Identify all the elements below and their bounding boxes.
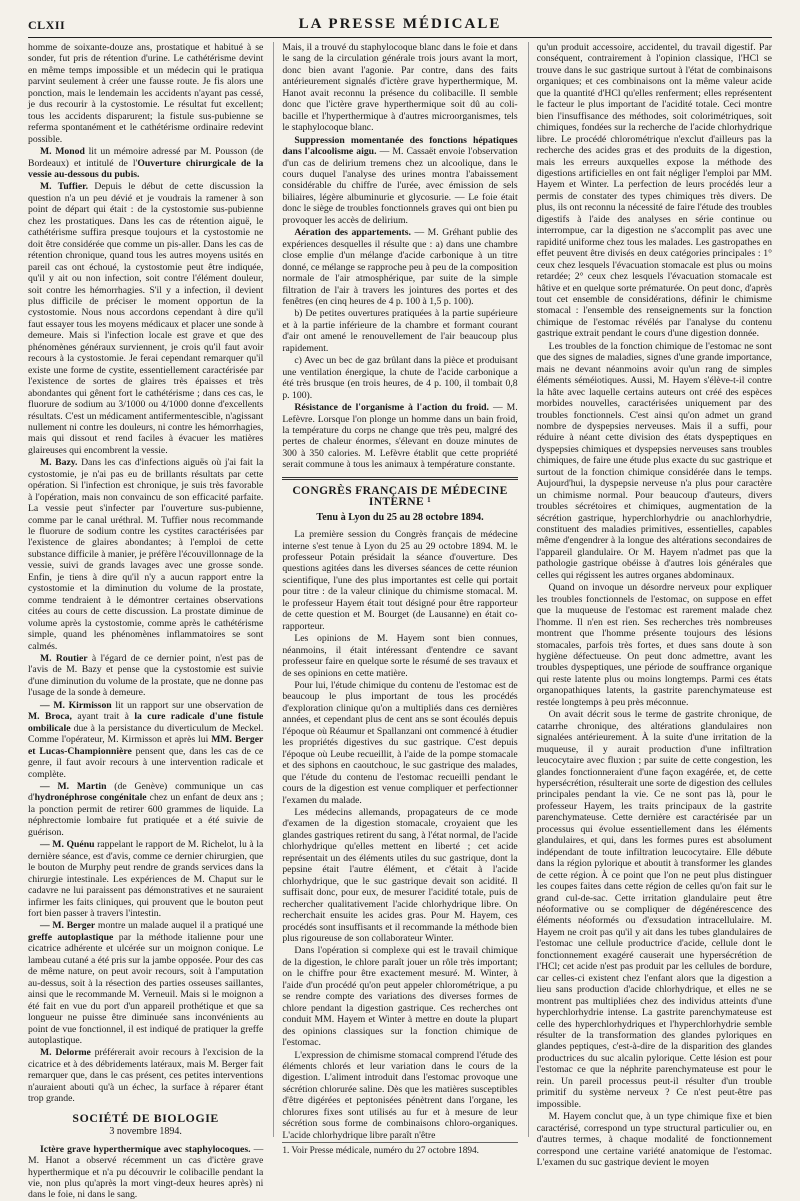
- paragraph: Les troubles de la fonction chimique de l'estomac ne sont que des signes de maladies, signes d'une grande importance, mais ne devant néanmoins avoir qu'un rang de simples éléments séméiotiques. Aussi, M. Hayem s'élève-t-il contre la hâte avec laquelle certains auteurs ont créé des espèces morbides nouvelles, caractérisées uniquement par des troubles fonctionnels. C'est ainsi qu'on admet un grand nombre de dyspepsies nerveuses. Mais il a suffi, pour réduire à néant cette division des états dyspeptiques en dyspepsies chimiques et dyspepsies nerveuses sans troubles chimiques, de faire une étude plus exacte du suc gastrique et surtout de la fonction chimique considérée dans le temps. Aujourd'hui, la dyspepsie nerveuse n'a plus pour caractère un chimisme normal. Pour beaucoup d'auteurs, divers troubles sécrétoires et chimiques, augmentation de la sécrétion gastrique, hyperchlorhydrie ou anachlorhydrie, constituent des maladies primitives, essentielles, capables même d'engendrer à la longue des altérations secondaires de l'appareil glandulaire. Or M. Hayem n'admet pas que la pathologie gastrique obéisse à d'autres lois générales que celles qui régissent les autres organes abdominaux.: [536, 340, 772, 581]
- paragraph: Ictère grave hyperthermique avec staphylocoques. — M. Hanot a observé récemment un cas d'ictère grave hyperthermique et n'a pu découvrir le colibacille pendant la vie, non plus qu'après la mort vingt-deux heures après) ni dans le foie, ni dans le sang.: [28, 1143, 264, 1201]
- congress-title: CONGRÈS FRANÇAIS DE MÉDECINE INTERNE ¹: [292, 484, 508, 509]
- text-columns: [28, 42, 772, 1201]
- paragraph: — M. Berger montre un malade auquel il a pratiqué une greffe autoplastique par la méthode italienne pour une cicatrice adhérente et ulcérée sur un moignon conique. Le lambeau cutané a été pris sur la jambe opposée. Pour des cas de même nature, on peut avoir recours, soit à l'amputation au-dessus, soit à la résection des parties osseuses saillantes, ainsi que le recommande M. Verneuil. Mais si le moignon a été fait en vue du port d'un appareil prothétique et que sa longueur ne puisse être diminuée sans inconvénients au point de vue fonctionnel, il est indiqué de pratiquer la greffe autoplastique.: [28, 920, 264, 1046]
- paragraph: M. Hayem conclut que, à un type chimique fixe et bien caractérisé, correspond un type structural particulier ou, en d'autres termes, à chaque modalité de fonctionnement correspond une certaine variété anatomique de l'estomac. L'examen du suc gastrique devient le moyen: [536, 1111, 772, 1168]
- paragraph: Les médecins allemands, propagateurs de ce mode d'examen de la digestion stomacale, croyaient que les glandes gastriques retirent du sang, à l'état normal, de l'acide chlorhydrique qu'elles mettent en liberté ; cet acide représentait un des éléments utiles du suc gastrique, dont la pepsine était l'autre élément, et c'était à l'acide chlorhydrique, que le suc gastrique devait son acidité. Il suffisait donc, pour eux, de mesurer l'acidité totale, puis de rechercher qualitativement l'acide chlorhydrique libre. On recherchait ensuite les acides gras. Pour M. Hayem, ces procédés sont insuffisants et il recommande la méthode bien plus rigoureuse de son collaborateur Winter.: [282, 807, 518, 944]
- paragraph: homme de soixante-douze ans, prostatique et habitué à se sonder, fut pris de rétention d'urine. Le cathétérisme devint en même temps impossible et un médecin qui le pratiqua parvint seulement à créer une fausse route. Je fis alors une ponction, mais le lendemain les accidents n'ayant pas cessé, je dus recourir à la cystostomie. Le résultat fut excellent; tous les accidents disparurent; la fistule sus-pubienne se referma spontanément et le cathétérisme ordinaire redevint possible.: [28, 42, 264, 145]
- paragraph: Aération des appartements. — M. Gréhant publie des expériences desquelles il résulte que : a) dans une chambre close emplie d'un mélange d'acide carbonique à un titre donné, ce mélange se rapproche peu à peu de la composition normale de l'air atmosphérique, par suite de la simple filtration de l'air à travers les jointures des portes et des fenêtres (en cinq heures de 4 p. 100 à 1,5 p. 100).: [282, 227, 518, 307]
- paragraph: Pour lui, l'étude chimique du contenu de l'estomac est de beaucoup le plus important de tous les procédés d'exploration clinique qu'on a multipliés dans ces dernières années, et cependant plus de cent ans se sont écoulés depuis l'époque où Réaumur et Spallanzani ont commencé à étudier les propriétés digestives du suc gastrique. C'est depuis l'époque où Leube recueillit, à l'aide de la pompe stomacale et des siphons en caoutchouc, le suc gastrique des malades, que l'étude du contenu de l'estomac recueilli pendant le cours de la digestion est venue compliquer et perfectionner l'examen du malade.: [282, 680, 518, 806]
- paragraph: L'expression de chimisme stomacal comprend l'étude des éléments chlorés et leur variation dans le cours de la digestion. L'aliment introduit dans l'estomac provoque une sécrétion chlorurée saline. Dès que les matières susceptibles d'être digérées et peptonisées pénètrent dans l'organe, les chlorures fixes sont utilisés au fur et à mesure de leur sécrétion sous forme de combinaisons chloro-organiques. L'acide chlorhydrique libre paraît n'être: [282, 1049, 518, 1141]
- paragraph: La première session du Congrès français de médecine interne s'est tenue à Lyon du 25 au 29 octobre 1894. M. le professeur Potain présidait la séance d'ouverture. Des questions agitées dans les diverses séances de cette réunion scientifique, l'une des plus importantes est celle qui portait pour titre : de la valeur clinique du chimisme stomacal. M. le professeur Hayem était tout désigné pour être rapporteur de cette question et M. Bourget (de Lausanne) en était co-rapporteur.: [282, 529, 518, 632]
- page-number: CLXII: [28, 18, 66, 32]
- paragraph: M. Bazy. Dans les cas d'infections aiguës où j'ai fait la cystostomie, je n'ai pas eu de brillants résultats par cette opération. Si l'infection est chronique, je suis très favorable à l'opération, mais non convaincu de son efficacité parfaite. La vessie peut s'infecter par l'ouverture sus-pubienne, comme par le canal uréthral. M. Tuffier nous recommande le fluorure de sodium contre les cystites caractérisées par l'existence de glaires abondantes; à l'emploi de cette substance difficile à manier, je préfère l'écouvillonnage de la vessie, suivi de grands lavages avec une grosse sonde. Enfin, je tiens à dire qu'il n'y a aucun rapport entre la cystostomie et la diminution du volume de la prostate, comme tendraient à le démontrer certaines observations citées au cours de cette discussion. La prostate diminue de volume après la cystostomie, comme après le cathétérisme simple, quand les phénomènes inflammatoires se sont calmés.: [28, 457, 264, 652]
- paragraph: c) Avec un bec de gaz brûlant dans la pièce et produisant une ventilation énergique, la chute de l'acide carbonique a été très brusque (en trois heures, de 4 p. 100, il tombait 0,8 p. 100).: [282, 355, 518, 401]
- congress-subtitle: Tenu à Lyon du 25 au 28 octobre 1894.: [316, 511, 484, 523]
- paragraph: M. Tuffier. Depuis le début de cette discussion la question n'a un peu dévié et je voudrais la ramener à son point de départ qui était : de la cystostomie sus-pubienne chez les prostatiques. Dans les cas de rétention aiguë, le cathétérisme suffira presque toujours et la cystostomie ne doit être considérée que comme un pis-aller. Dans les cas de rétention chronique, quand tous les autres moyens usités en pareil cas ont échoué, la cystostomie peut être indiquée, qu'il y ait ou non infection, soit contre l'élément douleur, soit contre les hémorrhagies. S'il y a infection, il devient plus difficile de préciser le moment opportun de la cystostomie. Nous nous accordons cependant à dire qu'il faut essayer tous les moyens médicaux et placer une sonde à demeure. Mais si l'infection locale est grave et que des phénomènes généraux surviennent, je crois qu'il faut avoir recours à la cystostomie. Je ferai cependant remarquer qu'il existe une forme de cystite, essentiellement caractérisée par l'existence de sortes de glaires très épaisses et très abondantes qui gênent fort le cathétérisme ; dans ces cas, le fluorure de sodium au 3/1000 ou 4/1000 donne d'excellents résultats. C'est un médicament antifermentescible, n'agissant nullement ni contre les douleurs, ni contre les hémorrhagies, mais qui dissout et rend faciles à évacuer les matières glaireuses qui encombrent la vessie.: [28, 181, 264, 456]
- paragraph: Quand on invoque un désordre nerveux pour expliquer les troubles fonctionnels de l'estomac, on suppose en effet que la muqueuse de l'estomac est rarement malade chez l'homme. Il n'en est rien. Ses recherches très nombreuses montrent que l'homme présente toujours des lésions stomacales, parfois très fortes, et dues sans doute à son hygiène défectueuse. On peut donc admettre, avant les troubles dyspeptiques, une période de souffrance organique qui reste latente plus ou moins longtemps. Parmi ces états organopathiques latents, la gastrite parenchymateuse est restée longtemps à peu près méconnue.: [536, 582, 772, 708]
- paragraph: — M. Quénu rappelant le rapport de M. Richelot, lu à la dernière séance, est d'avis, comme ce dernier chirurgien, que le bouton de Murphy peut rendre de grands services dans la chirurgie intestinale. Les expériences de M. Chaput sur le cadavre ne lui paraissent pas démonstratives et ne sauraient infirmer les faits cliniques, qui prouvent que le bouton peut fort bien passer à travers l'intestin.: [28, 839, 264, 919]
- paragraph: — M. Kirmisson lit un rapport sur une observation de M. Broca, ayant trait à la cure radicale d'une fistule ombilicale due à la persistance du diverticulum de Meckel. Comme l'opérateur, M. Kirmisson et après lui MM. Berger et Lucas-Championnière pensent que, dans les cas de ce genre, il faut avoir recours à une intervention radicale et complète.: [28, 699, 264, 780]
- page-header: [28, 8, 772, 38]
- paragraph: qu'un produit accessoire, accidentel, du travail digestif. Par conséquent, contrairement à l'opinion classique, l'HCl se trouve dans le suc gastrique surtout à l'état de combinaisons organiques; et ces combinaisons ont la même valeur acide que la quantité d'HCl qu'elles renferment; elles représentent le facteur le plus important de l'acidité totale. Ceci montre bien l'insuffisance des méthodes, soit colorimétriques, soit chimiques, fondées sur la recherche de l'acide chlorhydrique libre. Le procédé chlorométrique n'exclut d'ailleurs pas la recherche des acides gras et des produits de la digestion, mais les erreurs auxquelles expose la méthode des digestions artificielles en ont fait négliger l'emploi par MM. Hayem et Winter. La perfection de leurs procédés leur a permis de constater des types chimiques très divers. De plus, ils ont reconnu la nécessité de faire l'étude des troubles digestifs à l'aide des analyses en série continue ou interrompue, car la digestion ne s'accomplit pas avec une rapidité uniforme chez tous les malades. Les gastropathes en effet peuvent être divisés en deux catégories principales : 1° ceux chez lesquels l'évacuation stomacale est plus ou moins retardée; 2° ceux chez lesquels l'évacuation stomacale est hâtive et en quelque sorte prématurée. On peut donc, d'après tout cet ensemble de considérations, définir le chimisme stomacal : l'ensemble des renseignements sur la fonction chimique de l'estomac révélés par l'analyse du contenu gastrique extrait pendant le cours d'une digestion donnée.: [536, 42, 772, 340]
- paragraph: Mais, il a trouvé du staphylocoque blanc dans le foie et dans le sang de la circulation générale trois jours avant la mort, donc bien avant l'agonie. Par contre, dans des faits antérieurement signalés d'ictère grave hyperthermique, M. Hanot avait reconnu la présence du colibacille. Il semble donc que l'ictère grave hyperthermique soit dû au coli-bacille et l'hyperthermique à d'autres microorganismes, tels le staphylocoque blanc.: [282, 42, 518, 134]
- section-date: 3 novembre 1894.: [109, 1126, 182, 1138]
- paragraph: Suppression momentanée des fonctions hépatiques dans l'alcoolisme aigu. — M. Cassaët envoie l'observation d'un cas de delirium tremens chez un alcoolique, dans le cours duquel l'analyse des urines montra l'abaissement considérable du chiffre de l'urée, avec émission de sels biliaires, légère albuminurie et glycosurie. — Le foie était donc le siège de troubles fonctionnels graves qui ont bien pu provoquer les accès de delirium.: [282, 134, 518, 226]
- column-3: [528, 42, 772, 1168]
- paragraph: b) De petites ouvertures pratiquées à la partie supérieure et à la partie inférieure de la chambre et formant courant d'air ont amené le renouvellement de l'air beaucoup plus rapidement.: [282, 308, 518, 354]
- paragraph: M. Routier à l'égard de ce dernier point, n'est pas de l'avis de M. Bazy et pense que la cystostomie est suivie d'une diminution du volume de la prostate, que ne donne pas l'usage de la sonde à demeure.: [28, 653, 264, 699]
- section-divider: [282, 477, 517, 480]
- footnote: 1. Voir Presse médicale, numéro du 27 octobre 1894.: [282, 1142, 517, 1157]
- paragraph: On avait décrit sous le terme de gastrite chronique, de catarrhe chronique, des altérations glandulaires non signalées antérieurement. À la suite d'une irritation de la muqueuse, il y aurait production d'une infiltration leucocytaire avec fluxion ; par suite de cette congestion, les glandes fonctionneraient d'une façon exagérée, et, de cette hypersécrétion, résulterait une sorte de digestion des cellules principales pendant la vie. Ce ne sont pas là, pour le professeur Hayem, les traits principaux de la gastrite parenchymateuse. Cette dernière est caractérisée par un processus qui évolue essentiellement dans les éléments glandulaires, et qui, dans les formes pures est absolument indépendant de toute infiltration leucocytaire. Elle débute dans la région pylorique et aboutit à transformer les glandes de cette région. À ce point que l'on ne peut plus distinguer les coupes faites dans cette région de celles qu'on fait sur le grand cul-de-sac. Cette irritation glandulaire peut être néoformative ou se compliquer de dégénérescence des éléments néoformés ou d'exsudation intracellulaire. M. Hayem ne croit pas qu'il y ait dans les tubes glandulaires de l'estomac une cellule productrice d'acide, cellule dont le fonctionnement exagéré causerait une hypersécrétion de l'HCl; cet acide n'est pas produit par les cellules de bordure, car celles-ci existent chez l'enfant alors que la digestion a lieu sans production d'acide chlorhydrique, et elles ne se montrent pas multipliées chez des individus atteints d'une hyperchlorhydrie intense. La gastrite parenchymateuse est celle des hyperchlorhydriques et l'hyperchlorhydrie semble résulter de la transformation des glandes pyloriques en glandes peptiques, c'est-à-dire de la disparition des glandes productrices du suc alcalin pylorique. Cette lésion est pour l'estomac ce que la néphrite parenchymateuse est pour le rein. Un pareil processus peut-il résulter d'un trouble primitif du système nerveux ? Ce n'est peut-être pas impossible.: [536, 709, 772, 1110]
- paragraph: M. Delorme préférerait avoir recours à l'excision de la cicatrice et à des débridements latéraux, mais M. Berger fait remarquer que, dans le cas présent, ces petites interventions n'auraient abouti qu'à un échec, la surface à réparer étant trop grande.: [28, 1047, 264, 1105]
- journal-title: LA PRESSE MÉDICALE: [298, 16, 502, 32]
- column-1: [28, 42, 264, 1201]
- paragraph: Résistance de l'organisme à l'action du froid. — M. Lefèvre. Lorsque l'on plonge un homme dans un bain froid, la température du corps ne change que très peu, malgré des pertes de chaleur énormes, s'élevant en douze minutes de 300 à 350 calories. M. Lefèvre établit que cette propriété serait commune à tous les animaux à température constante.: [282, 402, 518, 471]
- column-2: [273, 42, 518, 1157]
- paragraph: Dans l'opération si complexe qui est le travail chimique de la digestion, le chlore paraît jouer un rôle très important; on le chiffre pour être exactement mesuré. M. Winter, à l'aide d'un procédé qu'on peut appeler chlorométrique, a pu se rendre compte des variations des diverses formes de chlore pendant la digestion gastrique. Ces recherches ont conduit MM. Hayem et Winter à mettre en doute la plupart des opinions classiques sur la fonction chimique de l'estomac.: [282, 945, 518, 1049]
- paragraph: M. Monod lit un mémoire adressé par M. Pousson (de Bordeaux) et intitulé de l'Ouverture chirurgicale de la vessie au-dessous du pubis.: [28, 146, 264, 180]
- section-title: SOCIÉTÉ DE BIOLOGIE: [72, 1110, 219, 1125]
- paragraph: — M. Martin (de Genève) communique un cas d'hydronéphrose congénitale chez un enfant de deux ans ; la ponction permit de retirer 600 grammes de liquide. La néphrectomie lombaire fut pratiquée et a été suivie de guérison.: [28, 781, 264, 838]
- paragraph: Les opinions de M. Hayem sont bien connues, néanmoins, il était intéressant d'entendre ce savant professeur faire en quelque sorte le résumé de ses travaux et de ses opinions en cette matière.: [282, 633, 518, 679]
